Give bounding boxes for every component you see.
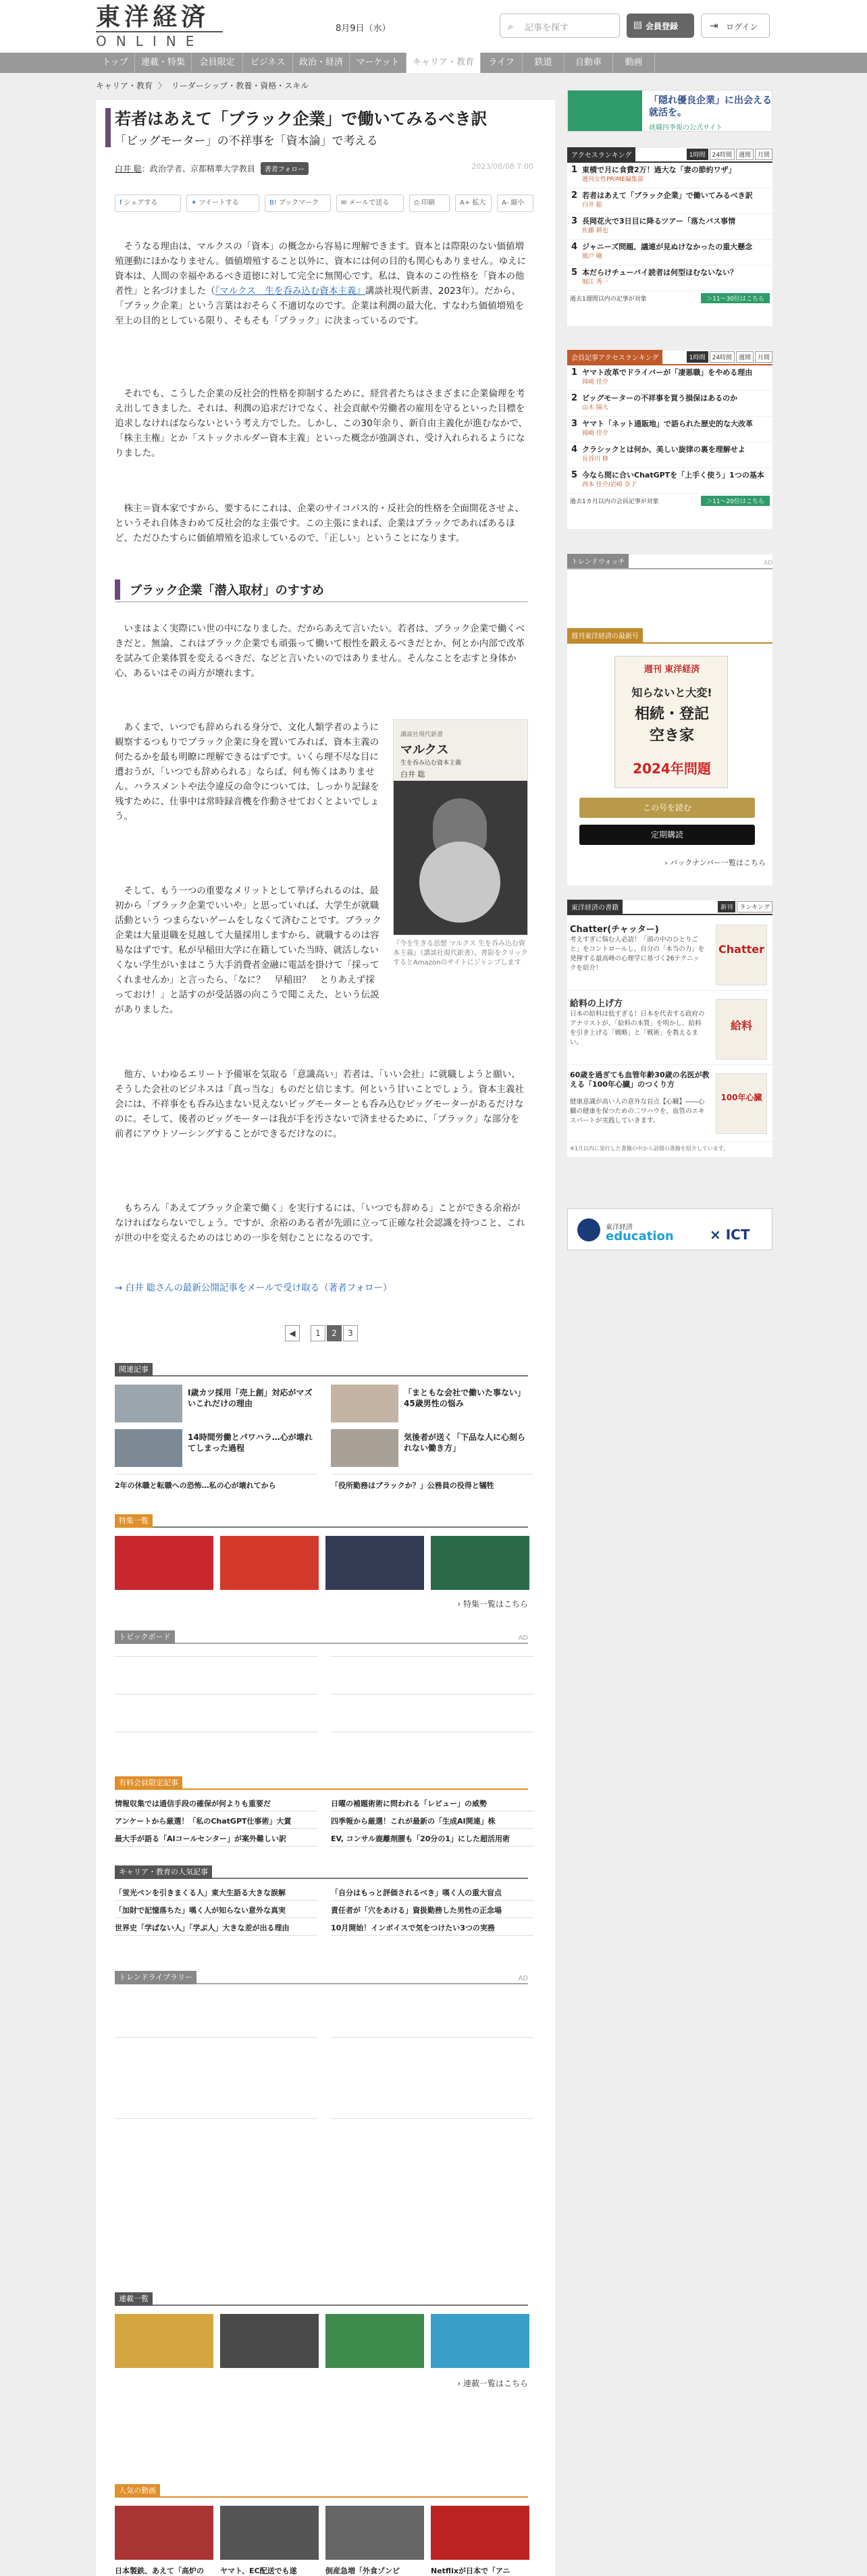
career-popular-header (115, 1864, 528, 1879)
portrait-beard (419, 842, 500, 923)
subscribe-button[interactable] (579, 825, 755, 845)
video-thumbnail[interactable] (115, 2506, 213, 2560)
ranking-author: 週刊女性PRIME編集部 (582, 176, 643, 183)
rank-number: 1 (571, 165, 578, 175)
series-thumbnail[interactable] (431, 2314, 529, 2368)
ranking-title: 若者はあえて「ブラック企業」で働いてみるべき訳 (582, 191, 753, 200)
featured-thumbnail[interactable] (115, 1536, 213, 1590)
title-accent-bar (105, 108, 111, 147)
ranking-more-button[interactable]: ＞11〜30位はこちら (701, 293, 770, 303)
ranking-item[interactable] (567, 214, 772, 240)
magazine-year-headline: 2024年問題 (633, 761, 711, 777)
book-item-cover (716, 999, 767, 1060)
section-heading (115, 577, 528, 602)
magazine-headline-3: 空き家 (649, 727, 694, 744)
popular-article-link[interactable]: 「自分はもっと評価されるべき」嘆く人の重大盲点 (331, 1883, 533, 1901)
ranking-title: 本だらけチューバイ読者は何型ほむないない？ (582, 268, 738, 277)
backnumber-label: バックナンバー一覧はこちら (670, 858, 766, 867)
author-link[interactable]: 白井 聡 (115, 164, 142, 174)
book-item[interactable] (567, 919, 772, 991)
magazine-headline-1: 知らないと大変! (631, 686, 712, 699)
nav-item[interactable]: 鉄道 (523, 53, 564, 73)
book-item-desc: 健康意識が高い人の意外な盲点【心臓】――心臓の健康を保つための二ワハウを、血管のエキスパートが実践していきます。 (570, 1098, 705, 1125)
topic-board-header (115, 1629, 528, 1644)
related-title: 「まともな会社で働いた事ない」45歳男性の悩み (404, 1388, 526, 1408)
bookmark-icon: B! (269, 199, 277, 207)
member-label: 有料会員限定記事 (115, 1776, 182, 1790)
tab-1hour[interactable]: 1時間 (687, 351, 708, 363)
topic-board-slot[interactable] (331, 1732, 533, 1766)
series-header (115, 2291, 528, 2306)
share-toolbar (115, 195, 533, 213)
book-item-desc: 日本の給料は低すぎる！日本を代表する政府のアナリストが、「給料の本質」を明かし、給料を引き上げる「戦略」と「戦術」を教えるまい。 (570, 1010, 705, 1046)
nav-item[interactable]: 自動車 (564, 53, 613, 73)
latest-magazine-label: 週刊東洋経済の最新号 (567, 628, 643, 642)
access-ranking-tabs (685, 149, 772, 160)
article-title: 若者はあえて「ブラック企業」で働いてみるべき訳 (115, 109, 488, 128)
ranking-author: 岡崎 佳介 (582, 379, 608, 386)
video-thumbnail[interactable] (431, 2506, 529, 2560)
ranking-author: 佐藤 耕也 (582, 228, 608, 234)
p1-text: そうなる理由は、マルクスの「資本」の概念から容易に理解できます。資本とは際限のない価値増殖運動にほかなりません。価値増殖すること以外に、資本には何の目的も関心もありません。ゆえに資本は、人間の幸福やあるべき道徳に対して完全に無関心です。私は、資本のこの性格を「資本の他者性」と名づけました（ (115, 241, 527, 297)
ranking-title: 長岡花火で3日目に降るツアー「落たバス事情 (582, 217, 736, 226)
ranking-title: 今なら間に合いChatGPTを「上手く使う」1つの基本 (582, 471, 764, 480)
featured-label: 特集一覧 (115, 1514, 153, 1528)
more-chevron-icon: › (457, 2379, 463, 2388)
site-header (0, 0, 867, 53)
author-role: ：政治学者、京都精華大学教員 (141, 164, 255, 174)
latest-magazine (567, 629, 772, 885)
p1-tail: 講談社現代新書、2023年）。だから、「ブラック企業」という言葉はおそらく不適切なのです。企業は利潤の最大化、すなわち価値増殖を至上の目的としている限り、そもそも「ブラック」に決まっているのです。 (115, 286, 525, 326)
related-text-link[interactable]: 「役所勤務はブラックか？」公務員の役得と犠牲 (331, 1474, 533, 1491)
books-note: ※1月以内に発行した書籍の中から話題の書籍を紹介しています。 (570, 1145, 729, 1152)
education-logo-mark (577, 1218, 600, 1241)
nav-item[interactable]: ビジネス (243, 53, 293, 73)
book-caption: 『今を生きる思想 マルクス 生を呑み込む資本主義』（講談社現代新書）。書影をクリックするとAmazonのサイトにジャンプします (393, 940, 528, 967)
member-ranking-footer (567, 494, 772, 507)
breadcrumb-category[interactable]: キャリア・教育 (96, 81, 153, 91)
book-item-cover (716, 925, 767, 985)
video-thumbnail[interactable] (325, 2506, 424, 2560)
topic-board (115, 1629, 528, 1771)
access-ranking-footer (567, 291, 772, 305)
ranking-author: 長谷川 修 (582, 456, 608, 463)
nav-item[interactable]: ライフ (481, 53, 523, 73)
mail-icon: ✉ (341, 199, 347, 207)
more-chevron-icon: › (457, 1599, 463, 1609)
topic-board-label: トピックボード (115, 1630, 175, 1644)
trend-library-label: トレンドライブラリー (115, 1971, 196, 1984)
ranking-item[interactable] (567, 188, 772, 214)
banner-graphic (568, 91, 642, 131)
search-icon: ⌕ (508, 20, 514, 32)
related-thumbnail (115, 1385, 182, 1422)
member-article-link[interactable]: 日曜の補題術術に問われる「レビュー」の威勢 (331, 1794, 533, 1811)
related-thumbnail (115, 1429, 182, 1467)
featured-more-link[interactable] (457, 1598, 528, 1609)
rank-number: 2 (571, 393, 578, 403)
member-article-link[interactable]: 最大手が語る「AIコールセンター」が案外難しい訳 (115, 1829, 317, 1847)
banner-subtitle: 就職四季報の公式サイト (649, 124, 723, 132)
prev-arrow-icon: ◀ (289, 1329, 296, 1338)
popular-article-link[interactable]: 責任者が「穴をあける」資扱勤務した男性の正念場 (331, 1901, 533, 1918)
article-subtitle: 「ビッグモーター」の不祥事を「資本論」で考える (115, 134, 378, 148)
related-card[interactable] (331, 1385, 533, 1425)
article-paragraph-3: 株主＝資本家ですから、要するにこれは、企業のサイコパス的・反社会的性格を全面開花させよ、というそれ自体きわめて反社会的な主張です。この主張にまれば、企業はブラックであればあるほど、ただひたすらに価値増殖を追求しているので、「正しい」ということになります。 (115, 503, 525, 544)
search-input[interactable] (500, 14, 620, 38)
ranking-title: ヤマト「ネット通販地」で語られた歴史的な大改革 (582, 419, 753, 428)
books-box (567, 900, 772, 1157)
follow-label: 著者フォロー (264, 166, 305, 174)
access-ranking-label: アクセスランキング (567, 147, 635, 161)
nav-item[interactable]: 動画 (613, 53, 655, 73)
trend-library-slot[interactable] (115, 2037, 317, 2091)
education-ict-banner[interactable] (567, 1208, 772, 1250)
related-label: 関連記事 (115, 1363, 153, 1376)
latest-magazine-header (567, 629, 772, 644)
facebook-share-button[interactable] (115, 195, 181, 212)
tab-weekly[interactable]: 週間 (736, 351, 754, 363)
featured-thumbnail[interactable] (431, 1536, 529, 1590)
rank-number: 3 (571, 419, 578, 429)
related-header (115, 1362, 528, 1376)
book-figure[interactable] (393, 719, 528, 989)
related-title: 14時間労働とパワハラ…心が壊れてしまった過程 (188, 1433, 313, 1453)
mail-label: メールで送る (348, 199, 390, 207)
login-icon: ⇥ (710, 20, 718, 32)
tweet-label: ツイートする (199, 199, 239, 207)
print-label: 印刷 (421, 199, 435, 207)
popular-article-link[interactable]: 「加財で記憶落ちた」嘆く人が知らない意外な真実 (115, 1901, 317, 1918)
related-thumbnail (331, 1385, 398, 1422)
mail-share-button[interactable] (336, 195, 404, 212)
prev-page-button[interactable] (285, 1325, 300, 1341)
member-ranking-tabs (685, 351, 772, 363)
magazine-brand: 週刊 東洋経済 (643, 665, 700, 675)
book-item-desc: 考えすぎに悩む人必読！「頭の中のひとりごと」をコントロールし、自分の「本当の力」を発揮する最高峰の心理学に基づく26テクニックを紹介！ (570, 936, 705, 972)
related-card[interactable] (115, 1385, 317, 1425)
zoom-out-label: 縮小 (510, 199, 525, 207)
tab-1hour[interactable]: 1時間 (687, 149, 708, 160)
popular-article-link[interactable]: 「蛍光ペンを引きまくる人」東大生語る大きな誤解 (115, 1883, 317, 1901)
magazine-cover[interactable] (614, 656, 728, 788)
login-button[interactable] (701, 14, 770, 38)
tab-monthly[interactable]: 月間 (755, 149, 772, 160)
member-article-link[interactable]: 四季報から厳選！これが最新の「生成AI関連」株 (331, 1811, 533, 1829)
zoom-in-icon: A+ (460, 199, 471, 207)
series-label: 連載一覧 (115, 2292, 153, 2306)
ranking-item[interactable] (567, 442, 772, 468)
trend-library-header (115, 1969, 528, 1984)
tab-24hour[interactable]: 24時間 (710, 149, 735, 160)
topic-board-slot[interactable] (331, 1656, 533, 1690)
ranking-item[interactable] (567, 163, 772, 188)
global-nav (0, 53, 867, 73)
section-accent-bar (115, 579, 120, 600)
books-label: 東洋経済の書籍 (567, 900, 623, 914)
rank-number: 5 (571, 470, 578, 480)
video-title[interactable]: Netflixが日本で「アニ (431, 2567, 510, 2575)
ranking-item[interactable] (567, 391, 772, 417)
tab-weekly[interactable]: 週間 (736, 149, 754, 160)
nav-item[interactable]: キャリア・教育 (406, 53, 481, 73)
zoom-in-label: 拡大 (472, 199, 486, 207)
trend-library-slot[interactable] (115, 2118, 317, 2172)
ranking-title: 東横で月に食費2万！過大な「妻の節約ワザ」 (582, 165, 736, 174)
nav-item[interactable]: マーケット (350, 53, 406, 73)
tab-new-books[interactable]: 新刊 (718, 901, 735, 912)
rank-number: 3 (571, 216, 578, 226)
access-ranking (567, 148, 772, 326)
book-cover-image[interactable] (393, 719, 528, 935)
bookmark-button[interactable] (265, 195, 331, 212)
page-3-button[interactable]: 3 (343, 1325, 358, 1341)
popular-article-link[interactable]: 世界史「学ばない人」「学ぶ人」大きな差が出る理由 (115, 1918, 317, 1936)
article-paragraph-5: あくまで、いつでも辞められる身分で、文化人類学者のように観察するつもりでブラック企業に身を置いてみれば、資本主義の何たるかを最も明瞭に理解できるはずです。いくら理不尽な目に遭おうが、「いつでも辞められる」ならば、何も怖くはありません。ハラスメントや法令違反の命令については、しっかり記録を残すために、仕事中は常時録音機を作動させておくとよいでしょう。 (115, 722, 379, 822)
article-paragraph-7: 他方、いわゆるエリート予備軍を気取る「意識高い」若者は、「いい会社」に就職しようと願い、そうした会社のビジネスは「真っ当な」ものだと信じます。何という甘いことでしょう。資本主義社会には、不祥事をも呑み込まない見えないビッグモーターとも呑み込むビッグモーターがあるだけなのに。そして、後者のビッグモーターは我が手を汚さないで済ませるために、「ブラック」な部分を前者にアウトソーシングすることができるだけなのに。 (115, 1069, 525, 1139)
video-label: 人気の動画 (115, 2484, 160, 2498)
register-label: 会員登録 (646, 22, 679, 31)
ranking-author: 山木 陽大 (582, 405, 608, 411)
login-label: ログイン (726, 22, 758, 32)
more-chevron-icon: › (664, 858, 671, 867)
member-ranking-header (567, 351, 772, 365)
series-thumbnail[interactable] (325, 2314, 424, 2368)
zoom-out-button[interactable] (497, 195, 533, 212)
author-follow-link[interactable]: → 白井 聡さんの最新公開記事をメールで受け取る（著者フォロー） (115, 1283, 392, 1293)
register-button[interactable] (627, 14, 694, 38)
featured-list (115, 1513, 528, 1614)
shikiho-banner[interactable] (567, 90, 772, 132)
article-column (96, 100, 555, 2576)
share-label: シェアする (124, 199, 158, 207)
tab-book-ranking[interactable]: ランキング (737, 901, 772, 912)
breadcrumb-separator: 〉 (157, 81, 166, 91)
book-author: 白井 聡 (400, 770, 425, 779)
related-title: Ⅰ歳カツ採用「売上創」対応がマズいこれだけの理由 (188, 1388, 313, 1408)
subscribe-label: 定期購読 (650, 830, 683, 840)
trend-watch-label: トレンドウォッチ (567, 554, 629, 568)
rank-number: 2 (571, 190, 578, 201)
tab-24hour[interactable]: 24時間 (710, 351, 735, 363)
trend-watch-header (567, 555, 772, 569)
member-ranking-more-button[interactable]: ＞11〜20位はこちら (701, 496, 770, 506)
breadcrumb-subcategory[interactable]: リーダーシップ・教養・資格・スキル (171, 81, 309, 91)
article-paragraph-2: それでも、こうした企業の反社会的性格を抑制するために、経営者たちはさまざまに企業倫理を考え出してきました。それは、利潤の追求だけでなく、社会貢献や労働者の雇用を守るといった目標を追求しなければならないという考え方でした。しかし、この30年余り、新自由主義化が進むなかで、「株主主権」とか「ストックホルダー資本主義」といった概念が強調され、受け入れられるようになりました。 (115, 388, 527, 459)
books-tabs (716, 901, 772, 912)
featured-thumbnail[interactable] (220, 1536, 319, 1590)
section-title: ブラック企業「潜入取材」のすすめ (130, 584, 324, 598)
ranking-item[interactable] (567, 365, 772, 391)
ranking-title: クラシックとは何か、美しい旋律の裏を理解せよ (582, 445, 745, 454)
related-articles (115, 1362, 528, 1490)
related-thumbnail (331, 1429, 398, 1467)
trend-library (115, 1969, 528, 2199)
related-text-link[interactable]: 2年の休職と転職への恐怖…私の心が壊れてから (115, 1474, 317, 1491)
nav-item[interactable]: 連載・特集 (135, 53, 192, 73)
search-placeholder: 記事を探す (525, 23, 569, 33)
member-article-link[interactable]: アンケートから厳選！「私のChatGPT仕事術」大賞 (115, 1811, 317, 1829)
byline (115, 162, 533, 175)
nav-item[interactable]: 政治・経済 (293, 53, 350, 73)
rank-number: 5 (571, 267, 578, 278)
ranking-item[interactable] (567, 265, 772, 291)
education-word: education (606, 1229, 674, 1243)
article-paragraph-6: そして、もう一つの重要なメリットとして挙げられるのは、最初から「ブラック企業でいいや」と思っていれば、大学生が就職活動という つまらないゲームをしなくて済むことです。ブラック企業は大量退職を見越して大量採用しますから、就職するのは容易なはずです。私が早稲田大学に在籍していた当時、就活しないくない学生がいまはこう大手消費者金融に電話を掛けて「採ってくれませんか」と言ったら、「なに？ 早稲田？ とりあえず採っておけ！」と話すのが受話器の向こうで聞こえた、という伝説がありました。 (115, 885, 382, 1015)
book-title: マルクス (400, 743, 449, 757)
education-ict: × ICT (710, 1227, 750, 1243)
video-thumbnail[interactable] (220, 2506, 319, 2560)
book-item[interactable] (567, 994, 772, 1065)
read-issue-label: この号を読む (642, 803, 691, 813)
ad-label: AD (518, 1634, 528, 1642)
access-ranking-header (567, 148, 772, 163)
rank-number: 4 (571, 242, 578, 252)
video-title[interactable]: ヤマト、EC配送でも遂 (220, 2567, 297, 2575)
book-item-title: 給料の上げ方 (570, 999, 623, 1009)
bookmark-label: ブックマーク (278, 199, 319, 207)
print-button[interactable] (409, 195, 450, 212)
book-item-title: 60歳を過ぎても血管年齢30歳の名医が教える「100年心臓」のつくり方 (570, 1071, 710, 1089)
rank-number: 4 (571, 444, 578, 455)
tab-monthly[interactable]: 月間 (755, 351, 772, 363)
book-item[interactable] (567, 1068, 772, 1142)
ad-label: AD (763, 560, 772, 567)
member-header (115, 1775, 528, 1790)
ranking-title: ビッグモーターの不祥事を買う損保はあるのか (582, 394, 738, 403)
register-icon: ▤ (633, 20, 643, 30)
book-item-cover-text: 給料 (730, 1019, 752, 1032)
books-header (567, 900, 772, 915)
career-popular-label: キャリア・教育の人気記事 (115, 1865, 212, 1879)
ranking-item[interactable] (567, 417, 772, 442)
ranking-title: ヤマト改革でドライバーが「凄悪職」をやめる理由 (582, 368, 753, 377)
video-title[interactable]: 日本製鉄、あえて「高炉の (115, 2567, 204, 2575)
member-article-link[interactable]: 情報収集では通信手段の確保が何よりも重要だ (115, 1794, 317, 1811)
education-brand: 東洋経済 (606, 1224, 633, 1231)
marx-portrait (394, 781, 527, 935)
member-articles (115, 1775, 528, 1843)
ranking-title: ジャニーズ問題、議連が見ぬけなかったの重大懸念 (582, 242, 753, 251)
site-logo[interactable] (96, 3, 231, 50)
popular-videos (115, 2483, 528, 2575)
trend-library-slot[interactable] (331, 2118, 533, 2172)
featured-more-label: 特集一覧はこちら (463, 1599, 528, 1609)
page-1-button[interactable]: 1 (311, 1325, 325, 1341)
read-issue-button[interactable] (579, 798, 755, 818)
series-more-link[interactable] (457, 2377, 528, 2389)
article-paragraph-4: いまはよく実際にい世の中になりました。だからあえて言いたい。若者は、ブラック企業で働くべきだと。無論、これはブラック企業でも頑張って働いて根性を鍛えるべきだとか、何とか内部で改革を試みて企業体質を変えるべきだ、などと言いたいのではありません。そんなことを志すと身体か心、あるいはその両方が壊れます。 (115, 623, 525, 679)
featured-header (115, 1513, 528, 1528)
zoom-out-icon: A- (502, 199, 509, 207)
ranking-item[interactable] (567, 468, 772, 494)
series-thumbnail[interactable] (115, 2314, 213, 2368)
logo-sub: ONLINE (96, 31, 223, 50)
ranking-note: 過去1週間以内の記事が対象 (570, 296, 647, 303)
member-ranking-label: 会員記事アクセスランキング (567, 350, 662, 364)
ranking-item[interactable] (567, 240, 772, 265)
book-item-cover (716, 1073, 767, 1134)
ranking-note: 過去1カ月以内の会員記事が対象 (570, 498, 659, 505)
rank-number: 1 (571, 367, 578, 378)
page-2-button[interactable]: 2 (327, 1325, 342, 1341)
ranking-author: 西本 佳介/岩崎 奈子 (582, 482, 637, 488)
ranking-author: 風戸 剛 (582, 253, 602, 260)
topic-board-slot[interactable] (115, 1656, 317, 1690)
topic-board-slot[interactable] (115, 1732, 317, 1766)
banner-title: 「隠れ優良企業」に出会える就活を。 (649, 95, 772, 118)
nav-item[interactable]: 会員限定 (192, 53, 243, 73)
logo-main: 東洋経済 (96, 3, 210, 31)
member-article-link[interactable]: EV, コンサル鹿離剤腰も「20分の1」にした超活用術 (331, 1829, 533, 1847)
topic-board-slot[interactable] (331, 1694, 533, 1728)
nav-item[interactable]: トップ (96, 53, 135, 73)
featured-thumbnail[interactable] (325, 1536, 424, 1590)
print-icon: ⎙ (414, 199, 419, 207)
popular-article-link[interactable]: 10月開始！インボイスで気をつけたい3つの実務 (331, 1918, 533, 1936)
ranking-author: 堀江 秀一 (582, 279, 608, 286)
video-header (115, 2483, 528, 2498)
breadcrumb (96, 80, 311, 91)
book-link[interactable]: 『マルクス 生を呑み込む資本主義』 (215, 286, 365, 297)
header-date: 8月9日（水） (336, 24, 391, 34)
zoom-in-button[interactable] (455, 195, 492, 212)
ad-label: AD (518, 1975, 528, 1982)
book-item-cover-text: Chatter (718, 943, 764, 956)
book-series: 講談社現代新書 (400, 731, 444, 738)
trend-library-slot[interactable] (331, 2037, 533, 2091)
related-card[interactable] (331, 1429, 533, 1470)
publish-date: 2023/08/08 7:00 (471, 162, 533, 171)
video-title[interactable]: 倒産急増「外食ゾンビ (325, 2567, 400, 2575)
magazine-headline-2: 相続・登記 (634, 706, 709, 723)
topic-board-slot[interactable] (115, 1694, 317, 1728)
series-more-label: 連載一覧はこちら (463, 2379, 528, 2388)
career-popular-articles (115, 1864, 528, 1932)
series-list (115, 2291, 528, 2392)
twitter-icon: ✦ (191, 199, 197, 207)
tweet-button[interactable] (186, 195, 259, 212)
series-thumbnail[interactable] (220, 2314, 319, 2368)
article-paragraph-1 (115, 239, 528, 328)
member-ranking (567, 351, 772, 529)
book-item-title: Chatter(チャッター) (570, 925, 659, 935)
book-subtitle: 生を呑み込む資本主義 (400, 760, 462, 767)
related-title: 気後者が送く「下品な人に心刻られない働き方」 (404, 1433, 526, 1453)
book-item-cover-text: 100年心臓 (720, 1093, 762, 1102)
ranking-author: 白井 聡 (582, 202, 602, 209)
facebook-icon: f (120, 199, 122, 207)
ranking-author: 岡崎 佳介 (582, 430, 608, 437)
article-paragraph-8: もちろん「あえてブラック企業で働く」を実行するには、「いつでも辞める」ことができる余裕がなければならないでしょう。ですが、余裕のある者が先頭に立って正確な社会認識を持つこと、これが世の中を変えるためのはじめの一歩を刻むことになるのです。 (115, 1203, 525, 1243)
related-card[interactable] (115, 1429, 317, 1470)
author-follow-button[interactable] (261, 162, 309, 175)
backnumber-link[interactable] (664, 857, 766, 868)
